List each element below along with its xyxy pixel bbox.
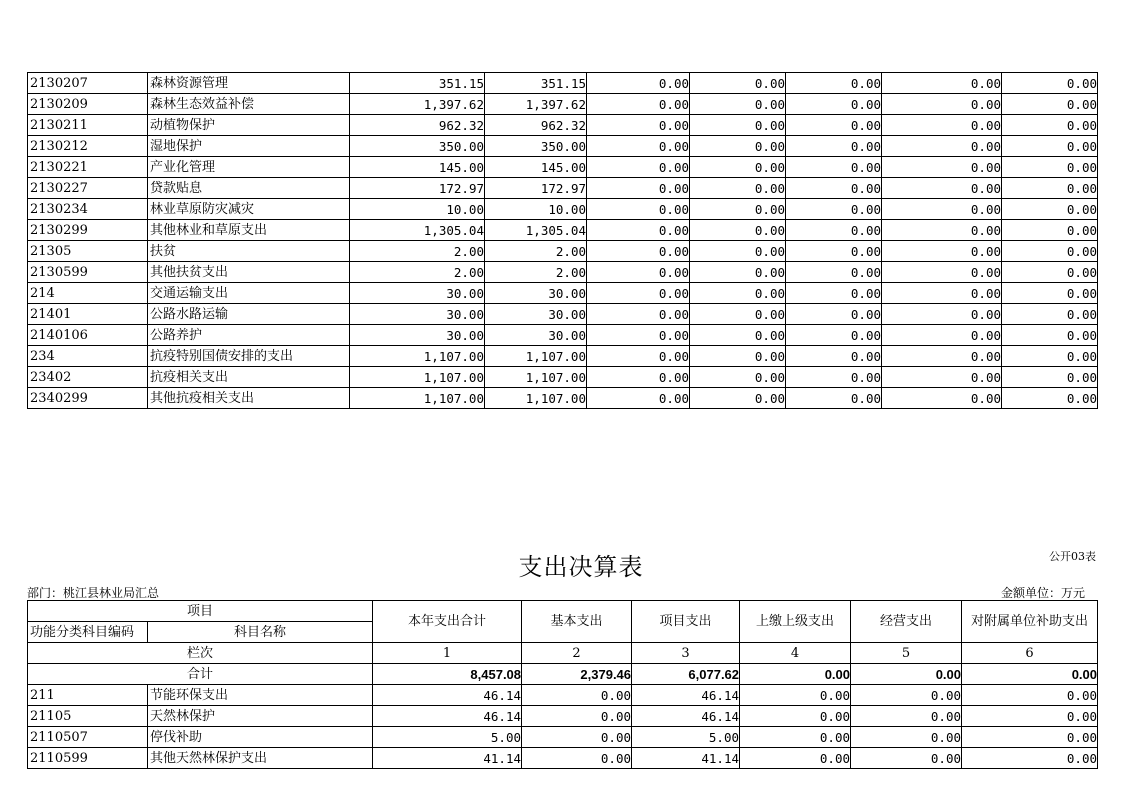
value-cell: 0.00 [962,706,1098,727]
value-cell: 0.00 [786,199,882,220]
value-cell: 1,107.00 [350,367,485,388]
value-cell: 0.00 [587,262,690,283]
value-cell: 0.00 [587,157,690,178]
value-cell: 2.00 [485,262,587,283]
value-cell: 0.00 [882,262,1002,283]
value-cell: 46.14 [373,685,522,706]
name-cell: 公路养护 [148,325,350,346]
value-cell: 0.00 [786,262,882,283]
code-cell: 2130211 [28,115,148,136]
value-cell: 30.00 [350,325,485,346]
table-row [28,136,1098,157]
seq-label: 栏次 [28,643,373,664]
value-cell: 30.00 [350,304,485,325]
value-cell: 2.00 [350,262,485,283]
value-cell: 0.00 [690,136,786,157]
value-cell: 30.00 [485,283,587,304]
value-cell: 0.00 [882,241,1002,262]
value-cell: 30.00 [485,304,587,325]
name-cell: 公路水路运输 [148,304,350,325]
value-cell: 0.00 [587,283,690,304]
value-cell: 0.00 [587,115,690,136]
value-cell: 0.00 [587,367,690,388]
seq-row [28,643,1098,664]
value-cell: 0.00 [882,73,1002,94]
value-cell: 0.00 [851,748,962,769]
value-cell: 0.00 [740,685,851,706]
table-code: 公开03表 [1049,550,1096,563]
value-cell: 0.00 [962,685,1098,706]
value-cell: 1,107.00 [350,346,485,367]
code-cell: 2130227 [28,178,148,199]
value-cell: 350.00 [485,136,587,157]
table-row [28,220,1098,241]
value-cell: 0.00 [1002,262,1098,283]
value-cell: 0.00 [690,283,786,304]
value-cell: 0.00 [587,199,690,220]
value-cell: 0.00 [587,325,690,346]
value-cell: 0.00 [740,706,851,727]
value-cell: 0.00 [851,727,962,748]
value-cell: 46.14 [373,706,522,727]
value-cell: 0.00 [587,304,690,325]
table-row [28,706,1098,727]
value-cell: 0.00 [786,115,882,136]
value-cell: 0.00 [522,706,632,727]
value-cell: 10.00 [350,199,485,220]
value-cell: 46.14 [632,706,740,727]
value-cell: 0.00 [690,262,786,283]
seq-cell: 4 [740,643,851,664]
value-cell: 0.00 [690,304,786,325]
value-cell: 0.00 [1002,178,1098,199]
code-cell: 23402 [28,367,148,388]
table-row [28,367,1098,388]
value-cell: 0.00 [882,178,1002,199]
value-cell: 1,107.00 [485,346,587,367]
item-header: 项目 [28,601,373,622]
value-cell: 1,305.04 [350,220,485,241]
value-cell: 0.00 [522,727,632,748]
value-cell: 0.00 [882,346,1002,367]
value-cell: 0.00 [882,157,1002,178]
name-cell: 其他抗疫相关支出 [148,388,350,409]
value-cell: 0.00 [1002,325,1098,346]
value-cell: 1,107.00 [485,388,587,409]
value-cell: 351.15 [350,73,485,94]
value-cell: 0.00 [740,727,851,748]
value-cell: 0.00 [786,388,882,409]
value-cell: 0.00 [690,157,786,178]
basic-header: 基本支出 [522,601,632,643]
value-cell: 962.32 [485,115,587,136]
code-cell: 2110599 [28,748,148,769]
value-cell: 0.00 [690,178,786,199]
value-cell: 0.00 [786,220,882,241]
name-cell: 天然林保护 [148,706,373,727]
expenditure-table [27,600,1098,769]
name-cell: 森林生态效益补偿 [148,94,350,115]
value-cell: 145.00 [485,157,587,178]
value-cell: 0.00 [587,136,690,157]
value-cell: 1,397.62 [350,94,485,115]
value-cell: 0.00 [690,94,786,115]
value-cell: 10.00 [485,199,587,220]
code-cell: 2130234 [28,199,148,220]
value-cell: 0.00 [882,94,1002,115]
value-cell: 0.00 [690,220,786,241]
seq-cell: 2 [522,643,632,664]
value-cell: 0.00 [740,748,851,769]
value-cell: 0.00 [690,325,786,346]
code-cell: 2340299 [28,388,148,409]
value-cell: 351.15 [485,73,587,94]
table-row [28,727,1098,748]
project-header: 项目支出 [632,601,740,643]
value-cell: 172.97 [485,178,587,199]
table-row [28,346,1098,367]
seq-cell: 6 [962,643,1098,664]
value-cell: 0.00 [851,706,962,727]
code-header: 功能分类科目编码 [28,622,148,643]
table-row [28,241,1098,262]
name-cell: 产业化管理 [148,157,350,178]
name-cell: 节能环保支出 [148,685,373,706]
total-header: 本年支出合计 [373,601,522,643]
value-cell: 0.00 [690,346,786,367]
value-cell: 46.14 [632,685,740,706]
value-cell: 5.00 [373,727,522,748]
continuation-table [27,72,1098,409]
code-cell: 214 [28,283,148,304]
value-cell: 0.00 [786,241,882,262]
value-cell: 30.00 [485,325,587,346]
table-row [28,283,1098,304]
value-cell: 0.00 [1002,283,1098,304]
value-cell: 0.00 [962,727,1098,748]
value-cell: 1,107.00 [485,367,587,388]
value-cell: 0.00 [786,73,882,94]
name-cell: 其他扶贫支出 [148,262,350,283]
table-row [28,199,1098,220]
upper-header: 上缴上级支出 [740,601,851,643]
code-cell: 234 [28,346,148,367]
value-cell: 0.00 [1002,346,1098,367]
value-cell: 0.00 [786,325,882,346]
code-cell: 2130207 [28,73,148,94]
value-cell: 1,305.04 [485,220,587,241]
code-cell: 2110507 [28,727,148,748]
department-label: 部门：桃江县林业局汇总 [27,586,160,600]
table-row [28,262,1098,283]
value-cell: 0.00 [1002,304,1098,325]
value-cell: 172.97 [350,178,485,199]
value-cell: 0.00 [882,367,1002,388]
value-cell: 0.00 [1002,73,1098,94]
value-cell: 0.00 [587,346,690,367]
name-cell: 湿地保护 [148,136,350,157]
value-cell: 0.00 [587,73,690,94]
value-cell: 0.00 [587,241,690,262]
value-cell: 0.00 [690,241,786,262]
code-cell: 2130212 [28,136,148,157]
name-cell: 其他林业和草原支出 [148,220,350,241]
value-cell: 0.00 [786,94,882,115]
name-cell: 其他天然林保护支出 [148,748,373,769]
value-cell: 2.00 [485,241,587,262]
table-row [28,748,1098,769]
code-cell: 21105 [28,706,148,727]
name-cell: 抗疫特别国债安排的支出 [148,346,350,367]
value-cell: 0.00 [1002,388,1098,409]
business-header: 经营支出 [851,601,962,643]
value-cell: 0.00 [690,388,786,409]
value-cell: 962.32 [350,115,485,136]
value-cell: 0.00 [1002,115,1098,136]
subsidy-header: 对附属单位补助支出 [962,601,1098,643]
value-cell: 0.00 [962,748,1098,769]
value-cell: 0.00 [1002,94,1098,115]
value-cell: 0.00 [882,325,1002,346]
value-cell: 41.14 [632,748,740,769]
value-cell: 30.00 [350,283,485,304]
code-cell: 211 [28,685,148,706]
value-cell: 0.00 [1002,367,1098,388]
value-cell: 0.00 [882,199,1002,220]
table-row [28,157,1098,178]
value-cell: 0.00 [587,388,690,409]
value-cell: 0.00 [786,178,882,199]
table-row [28,178,1098,199]
value-cell: 0.00 [522,748,632,769]
sum-value: 8,457.08 [373,664,522,685]
sum-row [28,664,1098,685]
sum-value: 6,077.62 [632,664,740,685]
sum-value: 2,379.46 [522,664,632,685]
value-cell: 5.00 [632,727,740,748]
table-row [28,73,1098,94]
value-cell: 350.00 [350,136,485,157]
value-cell: 0.00 [882,220,1002,241]
value-cell: 0.00 [882,115,1002,136]
value-cell: 0.00 [786,283,882,304]
table-row [28,325,1098,346]
value-cell: 0.00 [851,685,962,706]
value-cell: 0.00 [690,115,786,136]
name-cell: 扶贫 [148,241,350,262]
seq-cell: 5 [851,643,962,664]
value-cell: 0.00 [882,388,1002,409]
seq-cell: 3 [632,643,740,664]
name-cell: 林业草原防灾减灾 [148,199,350,220]
seq-cell: 1 [373,643,522,664]
sum-value: 0.00 [740,664,851,685]
code-cell: 2130599 [28,262,148,283]
value-cell: 0.00 [786,157,882,178]
sum-label: 合计 [28,664,373,685]
name-cell: 交通运输支出 [148,283,350,304]
value-cell: 0.00 [786,136,882,157]
value-cell: 41.14 [373,748,522,769]
value-cell: 0.00 [882,304,1002,325]
table-row [28,94,1098,115]
name-cell: 停伐补助 [148,727,373,748]
sum-value: 0.00 [851,664,962,685]
code-cell: 21305 [28,241,148,262]
value-cell: 2.00 [350,241,485,262]
page-title: 支出决算表 [518,553,644,581]
table-row [28,388,1098,409]
code-cell: 2130221 [28,157,148,178]
code-cell: 2130299 [28,220,148,241]
value-cell: 0.00 [1002,157,1098,178]
value-cell: 0.00 [786,367,882,388]
code-cell: 2140106 [28,325,148,346]
value-cell: 0.00 [786,304,882,325]
value-cell: 0.00 [690,199,786,220]
value-cell: 0.00 [1002,220,1098,241]
value-cell: 145.00 [350,157,485,178]
value-cell: 0.00 [1002,241,1098,262]
value-cell: 0.00 [522,685,632,706]
sum-value: 0.00 [962,664,1098,685]
value-cell: 0.00 [587,178,690,199]
value-cell: 0.00 [1002,136,1098,157]
table-row [28,304,1098,325]
value-cell: 0.00 [690,73,786,94]
value-cell: 0.00 [1002,199,1098,220]
name-cell: 贷款贴息 [148,178,350,199]
value-cell: 0.00 [587,94,690,115]
value-cell: 0.00 [587,220,690,241]
unit-label: 金额单位：万元 [1000,586,1085,600]
name-cell: 森林资源管理 [148,73,350,94]
table-row [28,115,1098,136]
code-cell: 2130209 [28,94,148,115]
header-row [28,601,1098,622]
value-cell: 0.00 [882,136,1002,157]
value-cell: 0.00 [690,367,786,388]
value-cell: 1,397.62 [485,94,587,115]
value-cell: 0.00 [882,283,1002,304]
value-cell: 1,107.00 [350,388,485,409]
code-cell: 21401 [28,304,148,325]
table-row [28,685,1098,706]
name-header: 科目名称 [148,622,373,643]
name-cell: 抗疫相关支出 [148,367,350,388]
name-cell: 动植物保护 [148,115,350,136]
value-cell: 0.00 [786,346,882,367]
